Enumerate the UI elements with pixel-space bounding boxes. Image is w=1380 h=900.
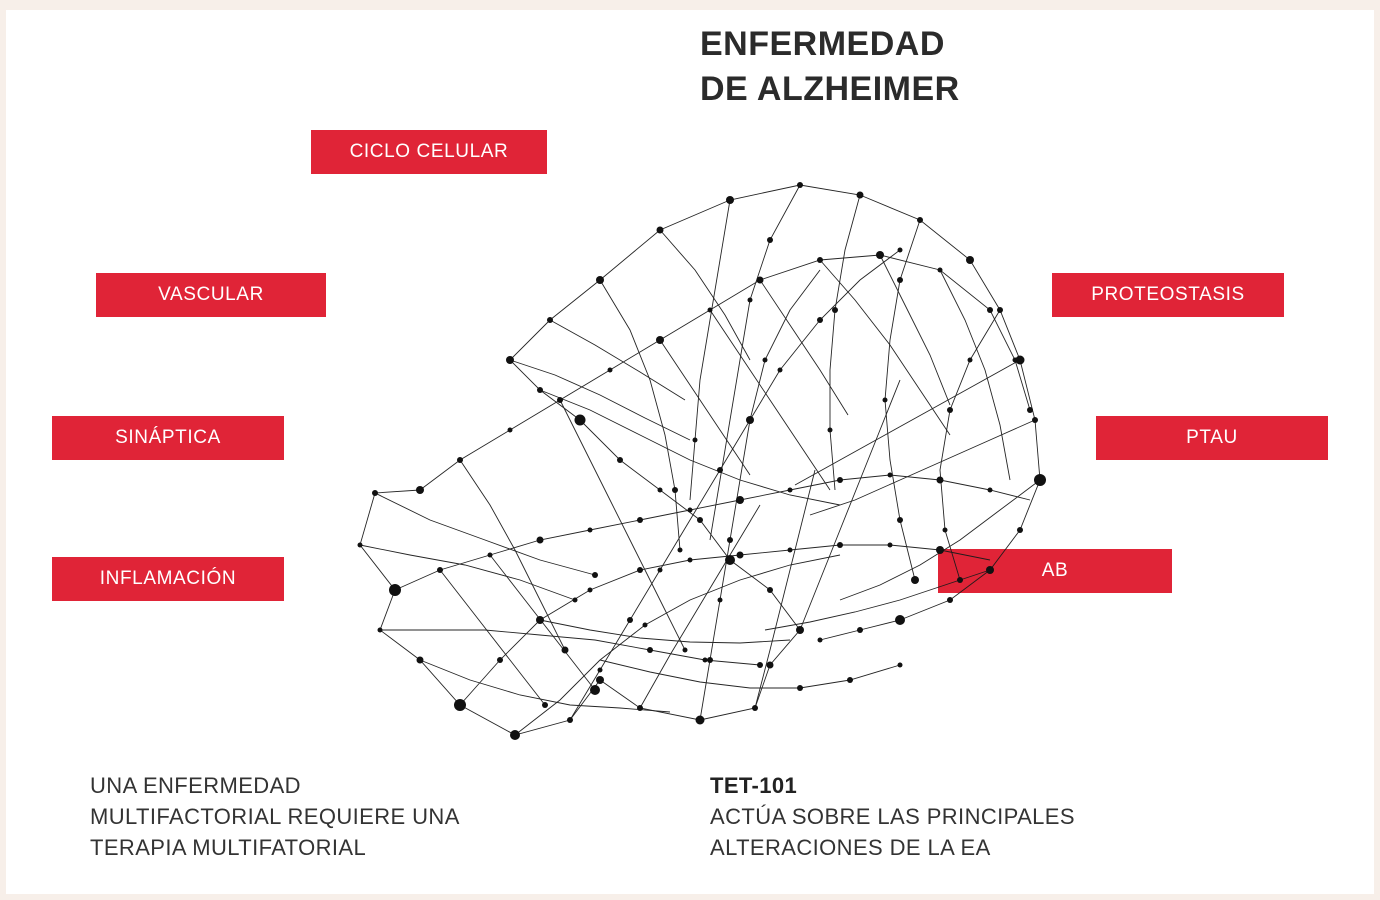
page-title-line2: DE ALZHEIMER (700, 69, 960, 108)
tag-label: SINÁPTICA (115, 427, 221, 448)
tag-label: CICLO CELULAR (349, 141, 509, 162)
footer-left-line3: TERAPIA MULTIFATORIAL (90, 835, 367, 861)
product-code: TET-101 (710, 773, 798, 798)
footer-right-line2: ACTÚA SOBRE LAS PRINCIPALES (710, 804, 1075, 830)
page-title (700, 22, 1320, 112)
tag-inflamacion[interactable] (52, 557, 284, 601)
tag-label: INFLAMACIÓN (99, 568, 237, 589)
tag-label: PROTEOSTASIS (1091, 284, 1245, 305)
tag-sinaptica[interactable] (52, 416, 284, 460)
footer-left-line2: MULTIFACTORIAL REQUIERE UNA (90, 804, 460, 830)
tag-label: AB (1041, 560, 1069, 581)
footer-right-text (710, 770, 1270, 864)
footer-right-line3: ALTERACIONES DE LA EA (710, 835, 991, 861)
page-title-line1: ENFERMEDAD (700, 25, 945, 63)
footer-left-text (90, 770, 670, 864)
tag-ptau[interactable] (1096, 416, 1328, 460)
footer-left-line1: UNA ENFERMEDAD (90, 773, 301, 798)
brain-network-illustration (300, 160, 1090, 750)
tag-label: PTAU (1186, 427, 1238, 448)
tag-label: VASCULAR (158, 284, 264, 305)
tag-vascular[interactable] (96, 273, 326, 317)
